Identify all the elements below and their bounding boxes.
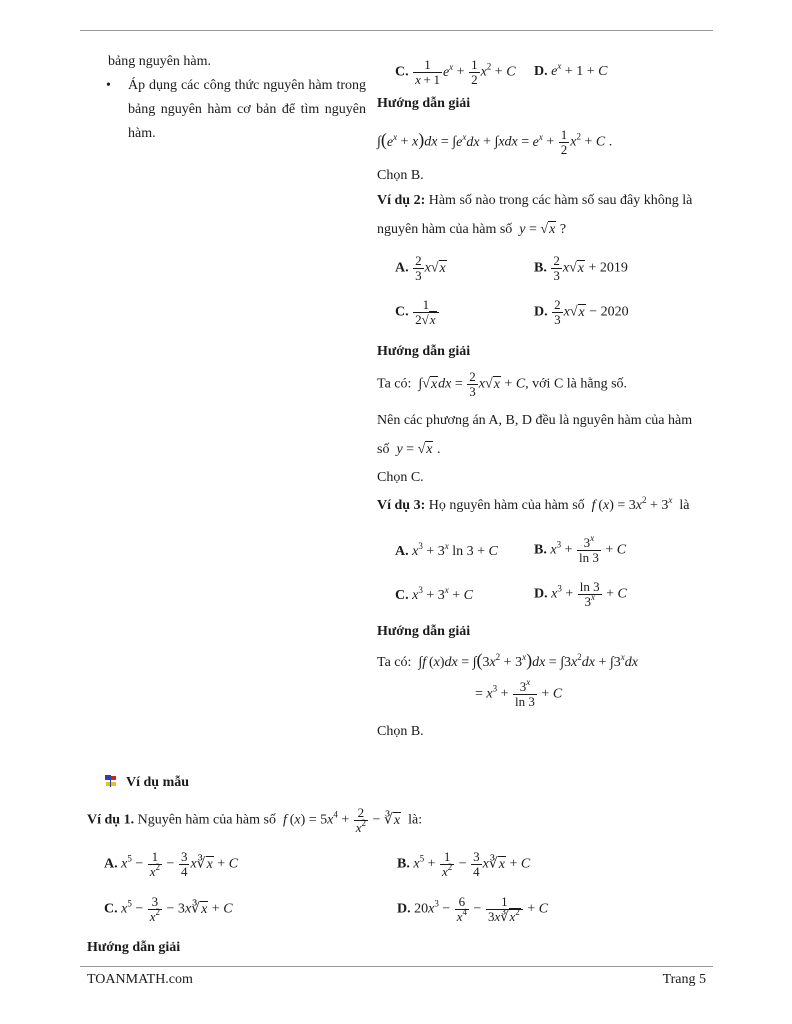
sample-option-d: D. $20x^3$ − $\frac{6}{x^4}$ − $\frac{1}{3x∛x^2}$ + C (397, 894, 549, 924)
ex3-option-d: D. $x^3$ + $\frac{\ln 3}{3^x}$ + C (534, 579, 627, 609)
answer-line: Chọn B. (377, 168, 424, 183)
formula-line: $\int(e^x + x)dx = \int e^xdx + \int xdx = e^x$ + $\frac{1}{2}$ $x^2 + C$ . (377, 127, 613, 157)
ex2-option-a: A. $\frac{2}{3}$ x√x (395, 253, 446, 283)
example-2-question: Ví dụ 2: Hàm số nào trong các hàm số sau đây không là (377, 193, 693, 208)
solution-heading: Hướng dẫn giải (377, 344, 471, 359)
sample-option-a: A. $x^5$ − $\frac{1}{x^2}$ − $\frac{3}{4}$ x∛x + C (104, 849, 239, 879)
answer-line: Chọn B. (377, 724, 424, 739)
ex1-option-c: C. $\frac{1}{x + 1}$ $e^x$ + $\frac{1}{2}$ $x^2 + C$ (395, 57, 516, 87)
formula-line: Ta có: ∫√xdx = $\frac{2}{3}$ x√x + C, với C là hằng số. (377, 369, 628, 399)
example-2-question-cont: nguyên hàm của hàm số y = √x ? (377, 222, 567, 237)
ex3-option-c: C. $x^3 + 3^x + C$ (395, 585, 473, 603)
example-3-question: Ví dụ 3: Họ nguyên hàm của hàm số f $(x) = 3x^2 + 3^x$ là (377, 495, 690, 513)
footer-site: TOANMATH.com (87, 972, 193, 987)
footer-rule (80, 966, 713, 967)
bullet-text: Áp dụng các công thức nguyên hàm trong bảng nguyên hàm cơ bản để tìm nguyên hàm. (128, 78, 366, 141)
bullet-dot-icon: • (106, 78, 111, 93)
ex3-option-b: B. $x^3$ + $\frac{3^x}{\ln 3}$ + C (534, 533, 627, 565)
ex2-option-b: B. $\frac{2}{3}$ x√x + 2019 (534, 253, 628, 283)
sample-example-1-question: Ví dụ 1. Nguyên hàm của hàm số f $(x) = 5x^4$ + $\frac{2}{x^2}$ − ∛x là: (87, 805, 423, 835)
formula: $e^x + 1 + C$ (551, 61, 608, 79)
answer-line: Chọn C. (377, 470, 424, 485)
bullet-item (108, 74, 366, 146)
sample-option-b: B. $x^5$ + $\frac{1}{x^2}$ − $\frac{3}{4}$ x∛x + C (397, 849, 531, 879)
formula: $\frac{1}{x + 1}$ (415, 57, 440, 87)
formula-line: Ta có: ∫f $(x)dx = \int(3x^2 + 3^x)dx = \int 3x^2dx + \int 3^xdx$ (377, 650, 638, 670)
sample-heading: Ví dụ mẫu (104, 774, 730, 791)
ex1-option-d: D. $e^x + 1 + C$ (534, 61, 608, 79)
solution-heading: Hướng dẫn giải (377, 96, 471, 111)
ex2-option-c: C. $\frac{1}{2√x}$ (395, 298, 440, 327)
solution-heading: Hướng dẫn giải (377, 624, 471, 639)
text-line: số y = √x . (377, 442, 441, 457)
left-column (108, 50, 366, 146)
text-line: Nên các phương án A, B, D đều là nguyên hàm của hàm (377, 413, 693, 428)
left-text-line: bảng nguyên hàm. (108, 54, 212, 69)
formula-line: = $x^3$ + $\frac{3^x}{\ln 3}$ + C (475, 677, 563, 709)
section-marker-icon (104, 774, 118, 788)
header-rule (80, 30, 713, 31)
ex3-option-a: A. $x^3 + 3^x$ ln 3 + C (395, 541, 498, 559)
footer-page-number: Trang 5 (662, 972, 706, 987)
sample-solution-heading: Hướng dẫn giải (87, 940, 181, 955)
sample-option-c: C. $x^5$ − $\frac{3}{x^2}$ − 3x∛x + C (104, 894, 233, 924)
ex2-option-d: D. $\frac{2}{3}$ x√x − 2020 (534, 297, 629, 327)
